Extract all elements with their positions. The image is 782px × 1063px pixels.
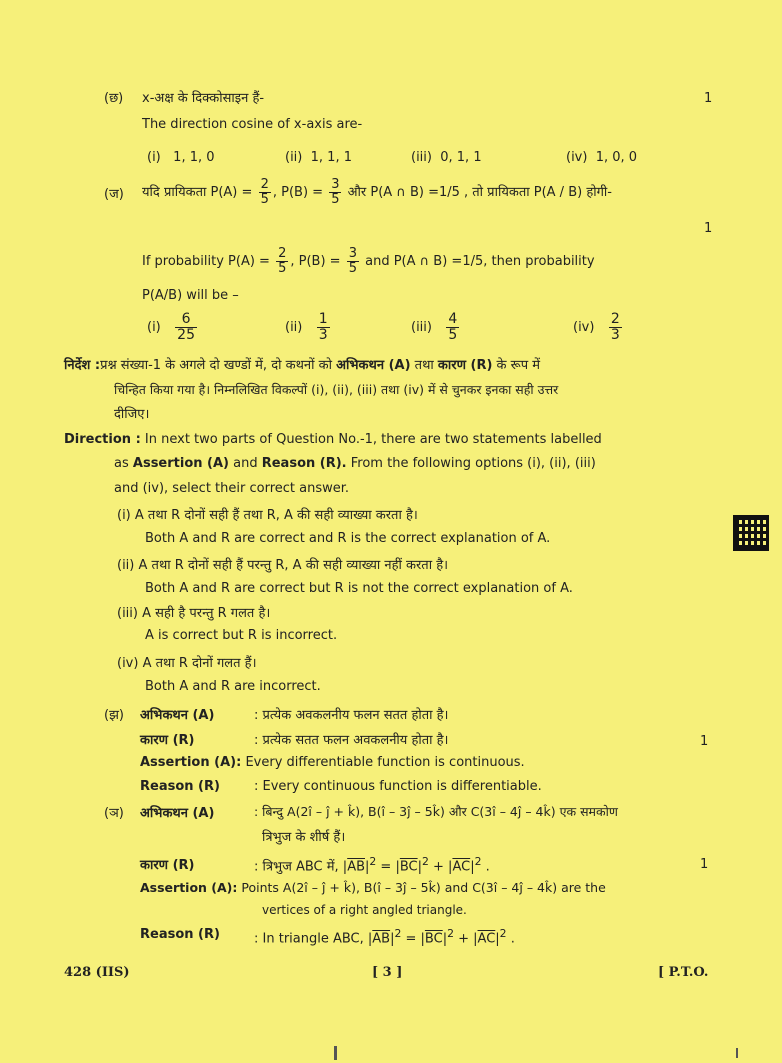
q-nya-marks: 1 <box>700 857 709 872</box>
scan-mark <box>736 1048 738 1058</box>
q-ja-opt2: (ii) $\frac{1}{3}$ <box>285 311 328 343</box>
choice-iii-hindi: (iii) A सही है परन्तु R गलत है। <box>117 606 271 621</box>
q-nya-a-hi-2: त्रिभुज के शीर्ष हैं। <box>262 830 346 845</box>
q-ja-english: If probability P(A) = $\frac{2}{5}$ , P(B) = $\frac{3}{5}$ and P(A ∩ B) =1/5, then probability <box>142 246 595 276</box>
q-nya-label: (ञ) <box>104 806 124 821</box>
q-ja-opt1: (i) $\frac{6}{25}$ <box>147 311 195 343</box>
direction-line3: and (iv), select their correct answer. <box>114 481 350 496</box>
q-chha-label: (छ) <box>104 91 124 106</box>
choice-i-english: Both A and R are correct and R is the correct explanation of A. <box>145 531 551 546</box>
qr-code-icon <box>733 515 769 551</box>
choice-iv-hindi: (iv) A तथा R दोनों गलत हैं। <box>117 656 257 671</box>
q-chha-hindi: x-अक्ष के दिक्कोसाइन हैं- <box>142 91 265 106</box>
choice-iv-english: Both A and R are incorrect. <box>145 679 321 694</box>
q-chha-marks: 1 <box>704 91 713 106</box>
nirdesh-line3: दीजिए। <box>114 407 150 422</box>
q-nya-r-hi: : त्रिभुज ABC में, $|\overline{AB}|^2 = |\overline{BC}|^2 + |\overline{AC}|^2$ . <box>254 855 490 875</box>
q-ja-marks: 1 <box>704 221 713 236</box>
choice-ii-hindi: (ii) A तथा R दोनों सही हैं परन्तु R, A की सही व्याख्या नहीं करता है। <box>117 558 449 573</box>
footer-pto: [ P.T.O. <box>658 965 709 980</box>
q-jha-a-hi-label: अभिकथन (A) <box>140 708 215 723</box>
q-chha-opt3: (iii) 0, 1, 1 <box>411 150 482 165</box>
q-jha-a-en: Assertion (A): Every differentiable function is continuous. <box>140 755 525 770</box>
q-jha-marks: 1 <box>700 734 709 749</box>
q-chha-english: The direction cosine of x-axis are- <box>142 117 363 132</box>
footer-code: 428 (IIS) <box>64 965 130 980</box>
q-nya-r-en-label: Reason (R) <box>140 927 220 942</box>
q-ja-opt3: (iii) $\frac{4}{5}$ <box>411 311 458 343</box>
direction-line2: as Assertion (A) and Reason (R). From the following options (i), (ii), (iii) <box>114 456 596 471</box>
q-nya-r-en: : In triangle ABC, $|\overline{AB}|^2 = |\overline{BC}|^2 + |\overline{AC}|^2$ . <box>254 927 515 947</box>
q-nya-a-hi-label: अभिकथन (A) <box>140 806 215 821</box>
q-jha-r-hi-label: कारण (R) <box>140 733 195 748</box>
choice-iii-english: A is correct but R is incorrect. <box>145 628 338 643</box>
q-jha-r-en-label: Reason (R) <box>140 779 220 794</box>
q-jha-label: (झ) <box>104 708 124 723</box>
q-ja-opt4: (iv) $\frac{2}{3}$ <box>573 311 620 343</box>
q-nya-a-en-2: vertices of a right angled triangle. <box>262 903 467 917</box>
q-chha-opt4: (iv) 1, 0, 0 <box>566 150 638 165</box>
scan-mark <box>334 1046 337 1060</box>
choice-ii-english: Both A and R are correct but R is not the correct explanation of A. <box>145 581 573 596</box>
q-jha-r-hi: : प्रत्येक सतत फलन अवकलनीय होता है। <box>254 733 449 748</box>
q-nya-a-en-1: Assertion (A): Points A(2î – ĵ + k̂), B(î – 3ĵ – 5k̂) and C(3î – 4ĵ – 4k̂) are the <box>140 880 606 895</box>
choice-i-hindi: (i) A तथा R दोनों सही हैं तथा R, A की सही व्याख्या करता है। <box>117 508 418 523</box>
direction-line1: Direction : In next two parts of Question No.-1, there are two statements labelled <box>64 432 602 447</box>
footer-page: [ 3 ] <box>372 965 403 980</box>
q-ja-hindi: यदि प्रायिकता P(A) = $\frac{2}{5}$ , P(B) = $\frac{3}{5}$ और P(A ∩ B) =1/5 , तो प्रायिकता P(A / B) होगी- <box>142 177 612 207</box>
q-chha-opt2: (ii) 1, 1, 1 <box>285 150 352 165</box>
nirdesh-line2: चिन्हित किया गया है। निम्नलिखित विकल्पों (i), (ii), (iii) तथा (iv) में से चुनकर इनका सही उत्तर <box>114 382 559 397</box>
q-jha-r-en: : Every continuous function is differentiable. <box>254 779 542 794</box>
q-ja-english-2: P(A/B) will be – <box>142 288 239 303</box>
q-ja-label: (ज) <box>104 187 124 202</box>
q-chha-opt1: (i) 1, 1, 0 <box>147 150 215 165</box>
q-jha-a-hi: : प्रत्येक अवकलनीय फलन सतत होता है। <box>254 708 449 723</box>
q-nya-r-hi-label: कारण (R) <box>140 858 195 873</box>
nirdesh-line1: निर्देश :प्रश्न संख्या-1 के अगले दो खण्डों में, दो कथनों को अभिकथन (A) तथा कारण (R) के रूप में <box>64 358 541 373</box>
q-nya-a-hi-1: : बिन्दु A(2î – ĵ + k̂), B(î – 3ĵ – 5k̂) और C(3î – 4ĵ – 4k̂) एक समकोण <box>254 804 618 819</box>
